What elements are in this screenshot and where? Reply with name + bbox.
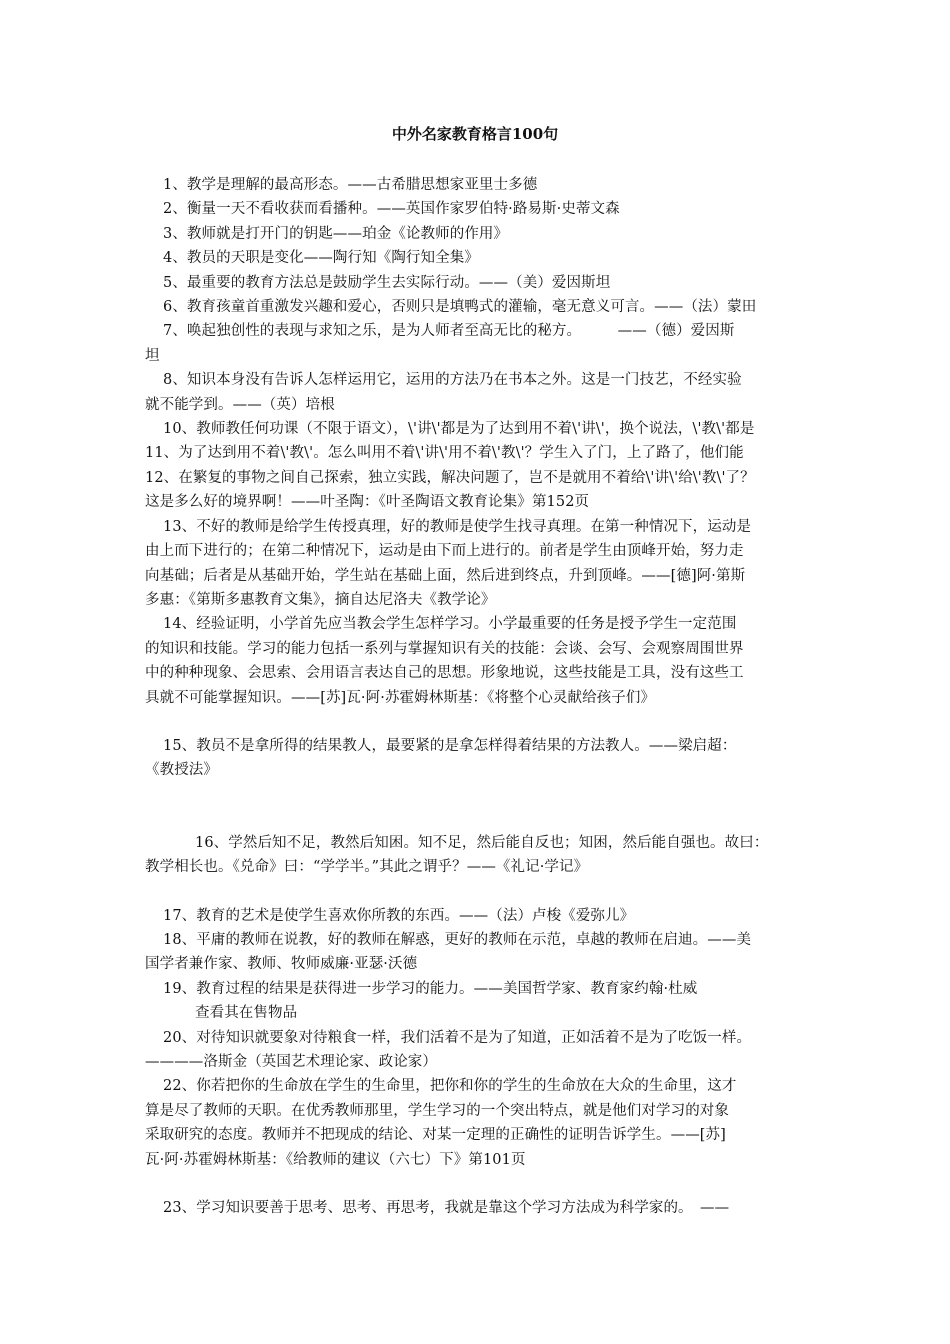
paragraph-line: 1、教学是理解的最高形态。——古希腊思想家亚里士多德 <box>163 177 538 193</box>
paragraph-line: 中的种种现象、会思索、会用语言表达自己的思想。形象地说，这些技能是工具，没有这些工 <box>145 665 744 682</box>
paragraph-line: 11、为了达到用不着\'教\'。怎么叫用不着\'讲\'用不着\'教\'？学生入了门，上了路了，他们能 <box>145 445 744 462</box>
paragraph-line: 2、衡量一天不看收获而看播种。——英国作家罗伯特·路易斯·史蒂文森 <box>163 201 620 218</box>
paragraph-line: 教学相长也。《兑命》曰：“学学半。”其此之谓乎？——《礼记·学记》 <box>145 859 589 876</box>
paragraph-line: 8、知识本身没有告诉人怎样运用它，运用的方法乃在书本之外。这是一门技艺，不经实验 <box>163 372 742 389</box>
paragraph-line: 多惠：《第斯多惠教育文集》，摘自达尼洛夫《教学论》 <box>145 591 496 608</box>
paragraph-line: 23、学习知识要善于思考、思考、再思考，我就是靠这个学习方法成为科学家的。 —— <box>163 1200 730 1217</box>
paragraph-line: 5、最重要的教育方法总是鼓励学生去实际行动。——（美）爱因斯坦 <box>163 274 611 291</box>
paragraph-line: 16、学然后知不足，教然后知困。知不足，然后能自反也；知困，然后能自强也。故曰： <box>195 834 769 851</box>
paragraph-line: 17、教育的艺术是使学生喜欢你所教的东西。——（法）卢梭《爱弥儿》 <box>163 907 635 924</box>
paragraph-line: ————洛斯金（英国艺术理论家、政论家） <box>145 1054 437 1070</box>
paragraph-line: 的知识和技能。学习的能力包括一系列与掌握知识有关的技能：会谈、会写、会观察周围世界 <box>145 640 744 657</box>
paragraph-line: 向基础；后者是从基础开始，学生站在基础上面，然后进到终点，升到顶峰。——[德]阿·第斯 <box>145 567 746 584</box>
paragraph-line: 10、教师教任何功课（不限于语文），\'讲\'都是为了达到用不着\'讲\'，换个说法，\'教\'都是 <box>163 421 755 438</box>
paragraph-line: 采取研究的态度。教师并不把现成的结论、对某一定理的正确性的证明告诉学生。——[苏] <box>145 1127 726 1144</box>
paragraph-line: 15、教员不是拿所得的结果教人，最要紧的是拿怎样得着结果的方法教人。——梁启超： <box>163 737 737 754</box>
paragraph-line: 18、平庸的教师在说教，好的教师在解惑，更好的教师在示范，卓越的教师在启迪。——美 <box>163 931 752 948</box>
paragraph-line: 国学者兼作家、教师、牧师威廉·亚瑟·沃德 <box>145 956 418 973</box>
spacer <box>145 880 810 904</box>
paragraph-line: 具就不可能掌握知识。——[苏]瓦·阿·苏霍姆林斯基：《将整个心灵献给孩子们》 <box>145 689 656 706</box>
paragraph-line: 7、唤起独创性的表现与求知之乐，是为人师者至高无比的秘方。 ——（德）爱因斯 <box>163 323 735 340</box>
paragraph-line: 12、在繁复的事物之间自己探索，独立实践，解决问题了，岂不是就用不着给\'讲\'给\'教\'了？ <box>145 469 755 486</box>
paragraph-line: 4、教员的天职是变化——陶行知《陶行知全集》 <box>163 250 479 267</box>
paragraph-line: 就不能学到。——（英）培根 <box>145 396 335 413</box>
paragraph-line: 查看其在售物品 <box>195 1005 298 1022</box>
paragraph-line: 20、对待知识就要象对待粮食一样，我们活着不是为了知道，正如活着不是为了吃饭一样。 <box>163 1029 752 1046</box>
paragraph-line: 瓦·阿·苏霍姆林斯基：《给教师的建议（六七）下》第101页 <box>145 1151 526 1168</box>
paragraph-line: 19、教育过程的结果是获得进一步学习的能力。——美国哲学家、教育家约翰·杜威 <box>163 980 698 997</box>
spacer <box>145 1172 810 1196</box>
document-title: 中外名家教育格言100句 <box>391 125 559 143</box>
paragraph-line: 22、你若把你的生命放在学生的生命里，把你和你的学生的生命放在大众的生命里，这才 <box>163 1078 737 1095</box>
paragraph-line: 由上而下进行的；在第二种情况下，运动是由下而上进行的。前者是学生由顶峰开始，努力走 <box>145 543 744 560</box>
paragraph-line: 《教授法》 <box>145 762 218 779</box>
paragraph-line: 14、经验证明，小学首先应当教会学生怎样学习。小学最重要的任务是授予学生一定范围 <box>163 616 737 633</box>
spacer <box>145 710 810 734</box>
paragraph-line: 坦 <box>145 347 160 364</box>
paragraph-line: 这是多么好的境界啊！——叶圣陶：《叶圣陶语文教育论集》第152页 <box>145 494 590 511</box>
paragraph-line: 算是尽了教师的天职。在优秀教师那里，学生学习的一个突出特点，就是他们对学习的对象 <box>145 1102 729 1119</box>
paragraph-line: 6、教育孩童首重激发兴趣和爱心，否则只是填鸭式的灌输，毫无意义可言。——（法）蒙田 <box>163 299 757 316</box>
document-body <box>145 173 810 1220</box>
spacer <box>145 783 810 831</box>
paragraph-line: 3、教师就是打开门的钥匙——珀金《论教师的作用》 <box>163 225 509 242</box>
paragraph-line: 13、不好的教师是给学生传授真理，好的教师是使学生找寻真理。在第一种情况下，运动是 <box>163 518 752 535</box>
